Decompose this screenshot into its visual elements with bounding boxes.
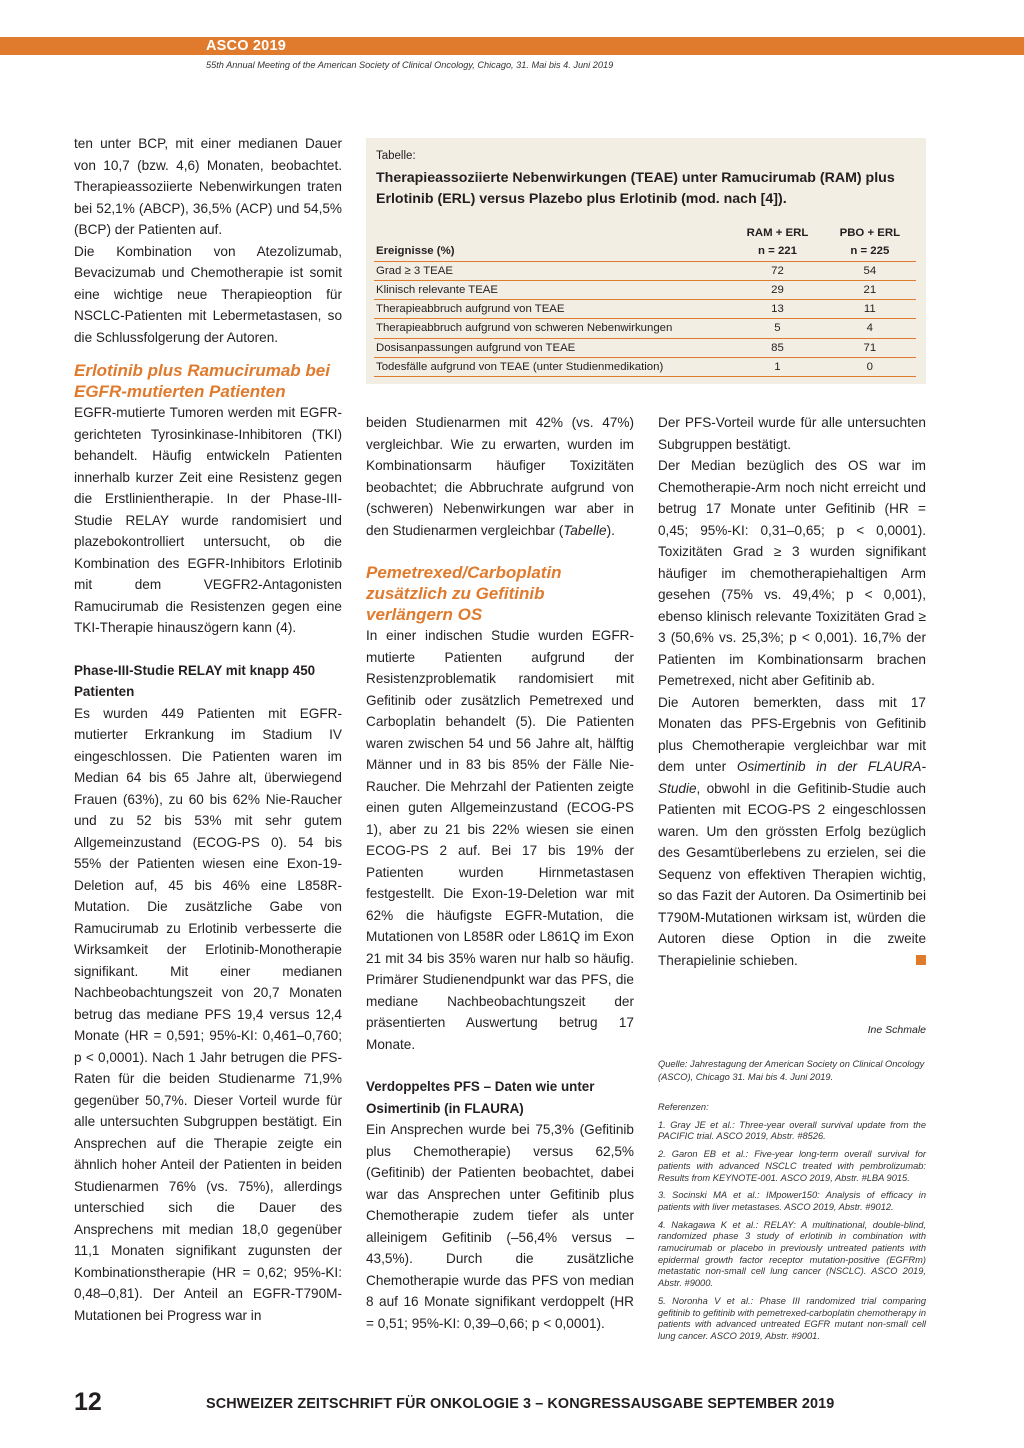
subsection-heading: Verdoppeltes PFS – Daten wie unter Osimertinib (in FLAURA) (366, 1079, 595, 1116)
reference-item: 3. Socinski MA et al.: IMpower150: Analysis of efficacy in patients with liver metastases. ASCO 2019, Abstr. #9012. (658, 1190, 926, 1212)
table-cell: Therapieabbruch aufgrund von schweren Nebenwirkungen (374, 319, 731, 338)
reference-item: 4. Nakagawa K et al.: RELAY: A multinational, double-blind, randomized phase 3 study of erlotinib in combination with ramucirumab or placebo in previously untreated patients with epidermal growth factor receptor mutation-positive (EGFRm) metastatic non-small cell lung cancer (NSCLC). ASCO 2019, Abstr. #9000. (658, 1219, 926, 1289)
table-cell: Dosisanpassungen aufgrund von TEAE (374, 338, 731, 357)
table-row (374, 338, 916, 357)
paragraph: Ein Ansprechen wurde bei 75,3% (Gefitinib plus Chemotherapie) versus 62,5% (Gefitinib) der Patienten beobachtet, dabei war das Ansprechen unter Gefitinib plus Chemotherapie zudem tiefer als unter alleinigem Gefitinib (–56,4% versus –43,5%). Durch die zusätzliche Chemotherapie wurde das PFS von median 8 auf 16 Monate signifikant verdoppelt (HR = 0,51; 95%-KI: 0,39–0,66; p < 0,0001). (366, 1122, 634, 1331)
author: Ine Schmale (867, 1024, 926, 1036)
paragraph: Es wurden 449 Patienten mit EGFR-mutierter Erkrankung im Stadium IV eingeschlossen. Die Patienten waren im Median 64 bis 65 Jahre alt, überwiegend Frauen (63%), zu 60 bis 62% Nie-Raucher und zu 52 bis 53% mit sehr gutem Allgemeinzustand (ECOG-PS 0). 54 bis 55% der Patienten wiesen eine Exon-19-Deletion auf, 45 bis 46% eine L858R-Mutation. Die zusätzliche Gabe von Ramucirumab zu Erlotinib verbesserte die Wirksamkeit der Erlotinib-Monotherapie signifikant. Mit einer medianen Nachbeobachtungszeit von 20,7 Monaten betrug das mediane PFS 19,4 versus 12,4 Monate (HR = 0,591; 95%-KI: 0,461–0,760; p < 0,0001). Nach 1 Jahr betrugen die PFS-Raten für die beiden Studienarme 71,9% gegenüber 50,7%. Dieser Vorteil wurde für alle untersuchten Subgruppen bestätigt. Ein Ansprechen auf die Therapie zeigte ein ähnlich hoher Anteil der Patienten in beiden Studienarmen 76% (vs. 75%), allerdings unterschied sich die Dauer des Ansprechens mit median 18,0 gegenüber 11,1 Monaten signifikant zugunsten der Kombinationstherapie (HR = 0,62; 95%-KI: 0,48–0,81). Der Anteil an EGFR-T790M-Mutationen bei Progress war in (74, 705, 342, 1323)
paragraph: EGFR-mutierte Tumoren werden mit EGFR-gerichteten Tyrosinkinase-Inhibitoren (TKI) behandelt. Häufig entwickeln Patienten innerhalb kurzer Zeit eine Resistenz gegen die Erstlinientherapie. In der Phase-III-Studie RELAY wurde randomisiert und plazebokontrolliert untersucht, ob die Kombination des EGFR-Inhibitors Erlotinib mit dem VEGFR2-Antagonisten Ramucirumab die Resistenzen gegen eine TKI-Therapie hinauszögern kann (4). (74, 405, 342, 635)
table-cell: 85 (731, 338, 823, 357)
table-row (374, 261, 916, 280)
table-row (374, 358, 916, 377)
table-cell: 29 (731, 280, 823, 299)
paragraph: Der PFS-Vorteil wurde für alle untersuchten Subgruppen bestätigt. (658, 415, 926, 452)
table-title: Therapieassoziierte Nebenwirkungen (TEAE) unter Ramucirumab (RAM) plus Erlotinib (ERL) versus Plazebo plus Erlotinib (mod. nach [4]). (376, 170, 895, 207)
table-cell: 11 (824, 300, 916, 319)
header-bar (0, 37, 1024, 55)
table-cell: 13 (731, 300, 823, 319)
table-label: Tabelle: (376, 150, 416, 162)
reference-item: 5. Noronha V et al.: Phase III randomized trial comparing gefitinib to gefitinib with pemetrexed-carboplatin chemotherapy in patients with advanced untreated EGFR mutant non-small cell lung cancer. ASCO 2019, Abstr. #9001. (658, 1295, 926, 1341)
table-cell: 54 (824, 261, 916, 280)
column-header: RAM + ERL (746, 227, 809, 239)
header-title: ASCO 2019 (206, 38, 286, 54)
section-heading: Erlotinib plus Ramucirumab bei EGFR-mutierten Patienten (74, 361, 330, 401)
references (658, 1102, 926, 1349)
table-row (374, 319, 916, 338)
column-header: n = 221 (731, 242, 823, 261)
table-row (374, 300, 916, 319)
table-cell: 71 (824, 338, 916, 357)
table-header-row (374, 224, 916, 242)
paragraph: Der Median bezüglich des OS war im Chemotherapie-Arm noch nicht erreicht und betrug 17 Monate unter Gefitinib (HR = 0,45; 95%-KI: 0,31–0,65; p < 0,0001). Toxizitäten Grad ≥ 3 wurden signifikant häufiger im chemotherapiehaltigen Arm gesehen (75% vs. 49,4%; p < 0,001), ebenso klinisch relevante Toxizitäten Grad ≥ 3 (50,6% vs. 25,3%; p < 0,001). 16,7% der Patienten im Kombinationsarm brachen Pemetrexed, nicht aber Gefitinib ab. (658, 458, 926, 688)
section-heading: Pemetrexed/Carboplatin zusätzlich zu Gefitinib verlängern OS (366, 563, 562, 624)
table-cell: 0 (824, 358, 916, 377)
references-heading: Referenzen: (658, 1102, 709, 1112)
column-header: PBO + ERL (839, 227, 901, 239)
page-number: 12 (74, 1388, 102, 1416)
paragraph: In einer indischen Studie wurden EGFR-mutierte Patienten aufgrund der Resistenzproblematik randomisiert mit Gefitinib oder zusätzlich Pemetrexed und Carboplatin behandelt (5). Die Patienten waren zwischen 54 und 56 Jahre alt, hälftig Männer und in 83 bis 85% der Fälle Nie-Raucher. Die Mehrzahl der Patienten zeigte einen guten Allgemeinzustand (ECOG-PS 1), aber zu 21 bis 22% wiesen sie einen ECOG-PS 2 auf. Bei 17 bis 19% der Patienten wurden Hirnmetastasen festgestellt. Die Exon-19-Deletion war mit 62% die häufigste EGFR-Mutation, die Mutationen von L858R oder L861Q im Exon 21 mit 34 bis 35% waren nur halb so häufig. Primärer Studienendpunkt war das PFS, die mediane Nachbeobachtungszeit der präsentierten Auswertung betrug 17 Monate. (366, 628, 634, 1052)
column-header: n = 225 (824, 242, 916, 261)
column-2 (366, 412, 634, 1334)
paragraph: Die Autoren bemerkten, dass mit 17 Monaten das PFS-Ergebnis von Gefitinib plus Chemotherapie vergleichbar war mit dem unter Osimertinib in der FLAURA-Studie, obwohl in die Gefitinib-Studie auch Patienten mit ECOG-PS 2 eingeschlossen waren. Um den grössten Erfolg bezüglich des Gesamtüberlebens zu erzielen, sei die Sequenz von effektiven Therapien wichtig, so das Fazit der Autoren. Da Osimertinib bei T790M-Mutationen wirksam ist, würden die Autoren diese Option in die zweite Therapielinie schieben. (658, 694, 926, 968)
table-box (366, 138, 926, 384)
journal-footer: SCHWEIZER ZEITSCHRIFT FÜR ONKOLOGIE 3 – KONGRESSAUSGABE SEPTEMBER 2019 (206, 1396, 835, 1412)
column-3 (658, 412, 926, 971)
column-1 (74, 133, 342, 1326)
table-cell: 21 (824, 280, 916, 299)
table-row (374, 280, 916, 299)
subsection-heading: Phase-III-Studie RELAY mit knapp 450 Patienten (74, 662, 316, 699)
table-cell: Therapieabbruch aufgrund von TEAE (374, 300, 731, 319)
table-cell: 1 (731, 358, 823, 377)
table-cell: Klinisch relevante TEAE (374, 280, 731, 299)
table-cell: Todesfälle aufgrund von TEAE (unter Studienmedikation) (374, 358, 731, 377)
italic-reference: Osimertinib in der FLAURA-Studie (658, 759, 926, 796)
table-cell: 4 (824, 319, 916, 338)
table-header-row (374, 242, 916, 261)
reference-item: 1. Gray JE et al.: Three-year overall survival update from the PACIFIC trial. ASCO 2019, Abstr. #8526. (658, 1119, 926, 1142)
paragraph: ten unter BCP, mit einer medianen Dauer von 10,7 (bzw. 4,6) Monaten, beobachtet. Therapieassoziierte Nebenwirkungen traten bei 52,1% (ABCP), 36,5% (ACP) und 54,5% (BCP) der Patienten auf. (74, 136, 342, 237)
end-mark-icon (916, 955, 926, 965)
paragraph: Die Kombination von Atezolizumab, Bevacizumab und Chemotherapie ist somit eine wichtige neue Therapieoption für NSCLC-Patienten mit Lebermetastasen, so die Schlussfolgerung der Autoren. (74, 243, 342, 345)
header-subtitle: 55th Annual Meeting of the American Society of Clinical Oncology, Chicago, 31. Mai bis 4. Juni 2019 (206, 60, 614, 70)
reference-item: 2. Garon EB et al.: Five-year long-term overall survival for patients with advanced NSCLC treated with pembrolizumab: Results from KEYNOTE-001. ASCO 2019, Abstr. #LBA 9015. (658, 1149, 926, 1183)
teae-table (374, 224, 916, 377)
table-cell: 5 (731, 319, 823, 338)
column-header: Ereignisse (%) (374, 242, 731, 261)
source-note: Quelle: Jahrestagung der American Society on Clinical Oncology (ASCO), Chicago 31. Mai bis 4. Juni 2019. (658, 1059, 925, 1082)
table-cell: 72 (731, 261, 823, 280)
paragraph: beiden Studienarmen mit 42% (vs. 47%) vergleichbar. Wie zu erwarten, wurden im Kombinationsarm häufiger Toxizitäten beobachtet; die Abbruchrate aufgrund von (schweren) Nebenwirkungen war aber in den Studienarmen vergleichbar (Tabelle). (366, 415, 634, 538)
table-cell: Grad ≥ 3 TEAE (374, 261, 731, 280)
table-reference: Tabelle (563, 522, 607, 538)
